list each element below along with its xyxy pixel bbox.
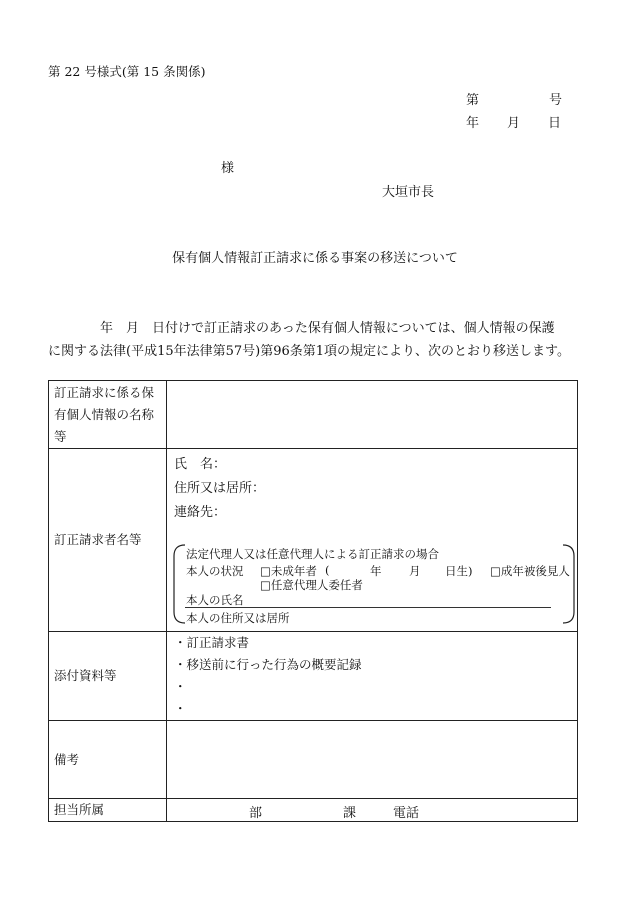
sender-name: 大垣市長	[382, 185, 435, 200]
list-item[interactable]: ・	[174, 679, 187, 694]
requester-details	[167, 449, 578, 632]
table-row	[49, 721, 578, 799]
section-label: 課	[343, 806, 357, 821]
table-row	[49, 799, 578, 822]
transfer-details-table	[48, 380, 578, 822]
document-title: 保有個人情報訂正請求に係る事案の移送について	[172, 251, 458, 266]
info-name-label: 訂正請求に係る保 有個人情報の名称 等	[49, 381, 167, 449]
birth-day-label: 日生)	[445, 564, 473, 578]
recipient-honorific: 様	[221, 161, 235, 176]
document-number-label: 第	[466, 93, 480, 108]
agent-box-heading: 法定代理人又は任意代理人による訂正請求の場合	[186, 547, 439, 561]
minor-checkbox[interactable]: □未成年者	[260, 564, 317, 578]
table-row	[49, 632, 578, 721]
body-text-line-2: に関する法律(平成15年法律第57号)第96条第1項の規定により、次のとおり移送します。	[48, 344, 571, 359]
form-number: 第 22 号様式(第 15 条関係)	[48, 64, 206, 79]
requester-label: 訂正請求者名等	[49, 449, 167, 632]
adult-ward-checkbox[interactable]: □成年被後見人	[490, 564, 570, 578]
birth-year-label: 年	[370, 564, 382, 578]
body-text-line-1: 年 月 日付けで訂正請求のあった保有個人情報については、個人情報の保護	[100, 321, 555, 336]
responsible-dept-field	[167, 799, 578, 822]
attachments-label: 添付資料等	[49, 632, 167, 721]
document-number-suffix: 号	[549, 93, 563, 108]
principal-name-underline	[185, 607, 551, 608]
remarks-field[interactable]	[167, 721, 578, 799]
date-month-label: 月	[507, 116, 521, 131]
date-year-label: 年	[466, 116, 480, 131]
proxy-principal-checkbox[interactable]: □任意代理人委任者	[260, 578, 363, 592]
principal-name-field[interactable]: 本人の氏名	[186, 593, 244, 607]
list-item: ・訂正請求書	[174, 635, 250, 650]
requester-contact-field[interactable]: 連絡先：	[174, 505, 227, 520]
table-row	[49, 449, 578, 632]
requester-name-field[interactable]: 氏 名：	[174, 457, 227, 472]
principal-address-field[interactable]: 本人の住所又は居所	[186, 611, 290, 625]
department-label: 部	[249, 806, 263, 821]
phone-label: 電話	[393, 806, 420, 821]
birthdate-open-paren: (	[325, 563, 330, 577]
birth-month-label: 月	[409, 564, 421, 578]
requester-address-field[interactable]: 住所又は居所：	[174, 481, 266, 496]
info-name-field[interactable]	[167, 381, 578, 449]
principal-status-label: 本人の状況	[186, 564, 244, 578]
remarks-label: 備考	[49, 721, 167, 799]
list-item[interactable]: ・	[174, 701, 187, 716]
table-row	[49, 381, 578, 449]
list-item: ・移送前に行った行為の概要記録	[174, 657, 362, 672]
attachments-list	[167, 632, 578, 721]
date-day-label: 日	[548, 116, 562, 131]
responsible-dept-label: 担当所属	[49, 799, 167, 822]
agent-request-box	[173, 544, 575, 624]
